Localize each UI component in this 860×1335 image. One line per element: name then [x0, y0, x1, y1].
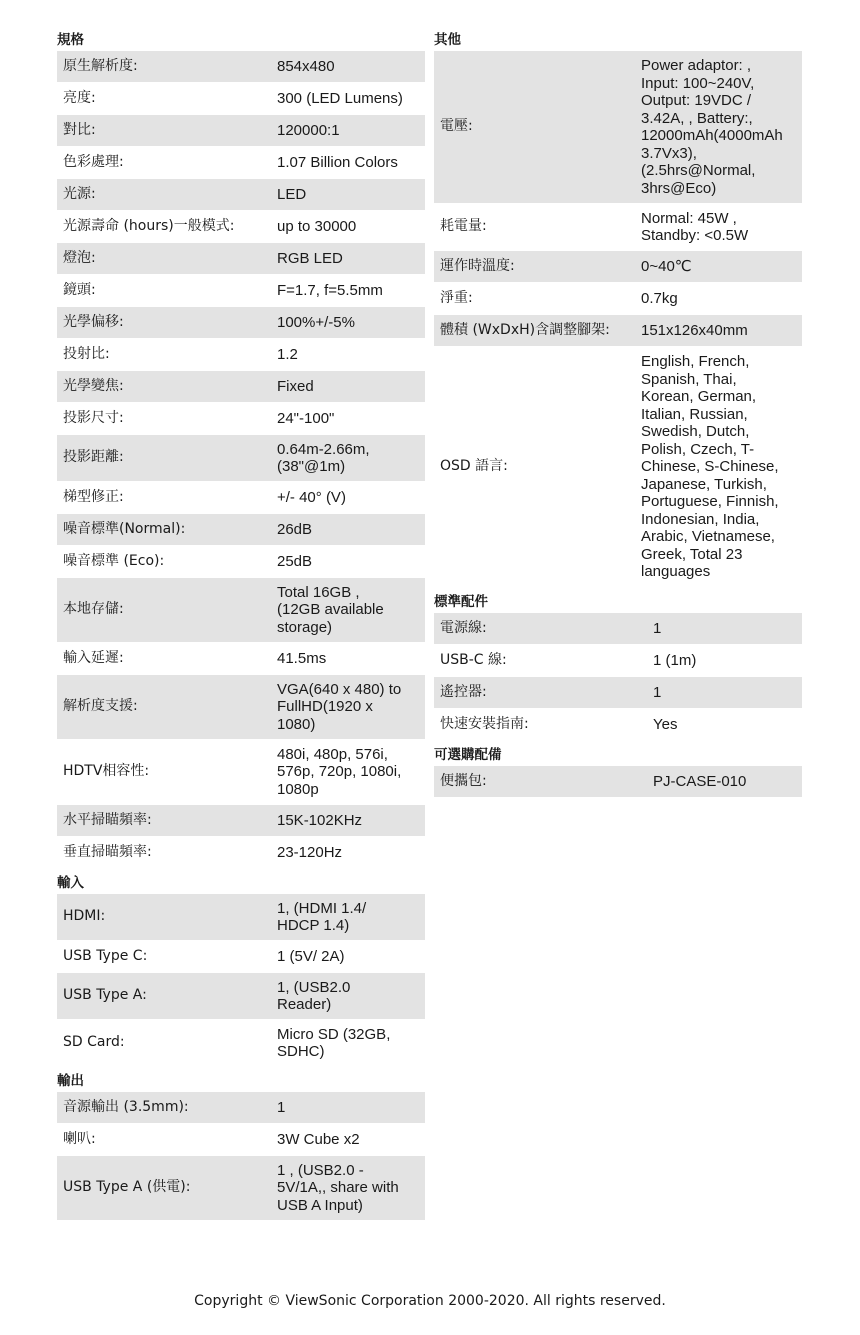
spec-label: 淨重:: [440, 289, 473, 306]
spec-value: 0~40℃: [635, 251, 802, 282]
spec-value: 1: [647, 677, 802, 708]
spec-value: English, French, Spanish, Thai, Korean, German, Italian, Russian, Swedish, Dutch, Polish, Czech, T- Chinese, S-Chinese, Japanese, Turkish, Portuguese, Finnish, Indonesian, India, Arabic, Vietnamese, Greek, Total 23 languages: [641, 353, 779, 581]
spec-table: [57, 50, 425, 869]
spec-label: 投射比:: [63, 345, 110, 362]
spec-label: 本地存儲:: [57, 578, 271, 642]
spec-row: [57, 1124, 425, 1155]
optional-table: [434, 765, 802, 798]
spec-label: OSD 語言:: [440, 458, 508, 475]
spec-value: Total 16GB , (12GB available storage): [271, 578, 425, 642]
spec-value: 1 , (USB2.0 - 5V/1A,, share with USB A Input): [271, 1156, 425, 1220]
spec-label: 色彩處理:: [63, 153, 124, 170]
spec-label: 亮度:: [63, 89, 96, 106]
spec-row: [57, 403, 425, 434]
spec-label: USB-C 線:: [440, 651, 507, 668]
spec-value: 120000:1: [271, 115, 425, 146]
spec-value: 24"-100": [277, 409, 335, 427]
spec-label: 電源線:: [434, 613, 647, 644]
spec-row: [434, 283, 802, 314]
spec-value: 25dB: [277, 552, 313, 570]
spec-row: [57, 514, 425, 545]
spec-label: 遙控器:: [434, 677, 647, 708]
spec-label: 光源:: [57, 179, 271, 210]
section-title-other: 其他: [434, 32, 461, 48]
spec-row: [57, 339, 425, 370]
section-title-optional: 可選購配備: [434, 747, 502, 763]
section-title-accessories: 標準配件: [434, 594, 488, 610]
spec-value: LED: [271, 179, 425, 210]
spec-value: 15K-102KHz: [271, 805, 425, 836]
spec-row: [434, 51, 802, 203]
spec-label: 耗電量:: [440, 218, 487, 235]
spec-label: 光學變焦:: [57, 371, 271, 402]
spec-row: [57, 643, 425, 674]
spec-row: [57, 115, 425, 146]
spec-row: [57, 941, 425, 972]
copyright-footer: Copyright © ViewSonic Corporation 2000-2020. All rights reserved.: [194, 1293, 666, 1309]
spec-row: [57, 675, 425, 739]
spec-label: 喇叭:: [63, 1130, 96, 1147]
spec-value: Fixed: [271, 371, 425, 402]
spec-label: 光源壽命 (hours)一般模式:: [63, 217, 235, 234]
other-table: [434, 50, 802, 588]
spec-row: [57, 578, 425, 642]
spec-value: 151x126x40mm: [635, 315, 802, 346]
spec-value: 1: [271, 1092, 425, 1123]
spec-row: [434, 251, 802, 282]
output-table: [57, 1091, 425, 1221]
spec-label: 對比:: [57, 115, 271, 146]
section-title-spec: 規格: [57, 32, 84, 48]
spec-value: 100%+/-5%: [271, 307, 425, 338]
spec-row: [57, 894, 425, 940]
spec-label: USB Type A (供電):: [57, 1156, 271, 1220]
spec-row: [434, 677, 802, 708]
spec-value: 23-120Hz: [277, 843, 343, 861]
spec-value: 854x480: [271, 51, 425, 82]
spec-value: +/- 40° (V): [277, 488, 346, 506]
spec-row: [57, 243, 425, 274]
spec-value: VGA(640 x 480) to FullHD(1920 x 1080): [271, 675, 425, 739]
spec-value: up to 30000: [277, 217, 357, 235]
spec-label: HDMI:: [57, 894, 271, 940]
spec-row: [57, 275, 425, 306]
spec-label: 鏡頭:: [63, 281, 96, 298]
spec-row: [57, 211, 425, 242]
spec-row: [57, 147, 425, 178]
spec-row: [57, 179, 425, 210]
spec-value: Power adaptor: , Input: 100~240V, Output: 19VDC / 3.42A, , Battery:, 12000mAh(4000mAh 3.7Vx3), (2.5hrs@Normal, 3hrs@Eco): [635, 51, 802, 203]
accessories-table: [434, 612, 802, 741]
spec-label: 快速安裝指南:: [440, 715, 529, 732]
spec-label: SD Card:: [63, 1034, 125, 1051]
spec-label: 光學偏移:: [57, 307, 271, 338]
section-title-output: 輸出: [57, 1073, 84, 1089]
spec-row: [434, 613, 802, 644]
spec-value: PJ-CASE-010: [647, 766, 802, 797]
spec-row: [57, 973, 425, 1019]
spec-value: F=1.7, f=5.5mm: [277, 281, 383, 299]
spec-value: RGB LED: [271, 243, 425, 274]
spec-label: 噪音標準(Normal):: [57, 514, 271, 545]
spec-label: 燈泡:: [57, 243, 271, 274]
spec-value: 0.7kg: [641, 289, 678, 307]
spec-value: 1, (USB2.0 Reader): [271, 973, 425, 1019]
spec-row: [57, 837, 425, 868]
spec-value: 1, (HDMI 1.4/ HDCP 1.4): [271, 894, 425, 940]
left-column: [57, 26, 425, 1221]
spec-label: USB Type A:: [57, 973, 271, 1019]
spec-row: [434, 204, 802, 250]
spec-label: 梯型修正:: [63, 488, 124, 505]
spec-row: [57, 51, 425, 82]
spec-label: 解析度支援:: [57, 675, 271, 739]
spec-label: 噪音標準 (Eco):: [63, 552, 165, 569]
spec-label: 水平掃瞄頻率:: [57, 805, 271, 836]
spec-row: [57, 371, 425, 402]
spec-value: 1 (1m): [653, 651, 697, 669]
spec-row: [57, 307, 425, 338]
spec-label: HDTV相容性:: [63, 763, 150, 780]
spec-value: 480i, 480p, 576i, 576p, 720p, 1080i, 1080p: [277, 745, 402, 798]
spec-row: [57, 805, 425, 836]
spec-label: 音源輸出 (3.5mm):: [57, 1092, 271, 1123]
spec-label: 運作時溫度:: [434, 251, 635, 282]
spec-value: 0.64m-2.66m, (38"@1m): [271, 435, 425, 481]
spec-label: 電壓:: [434, 51, 635, 203]
spec-value: 1.07 Billion Colors: [277, 153, 398, 171]
spec-label: 原生解析度:: [57, 51, 271, 82]
spec-row: [57, 1156, 425, 1220]
right-column: [434, 26, 802, 798]
spec-value: 41.5ms: [277, 649, 327, 667]
spec-row: [434, 645, 802, 676]
spec-value: Micro SD (32GB, SDHC): [277, 1025, 391, 1060]
spec-value: 1.2: [277, 345, 298, 363]
spec-label: USB Type C:: [63, 947, 148, 964]
spec-label: 便攜包:: [434, 766, 647, 797]
spec-value: Normal: 45W , Standby: <0.5W: [641, 209, 749, 244]
spec-label: 投影尺寸:: [63, 409, 124, 426]
spec-row: [434, 766, 802, 797]
spec-value: 26dB: [271, 514, 425, 545]
spec-label: 垂直掃瞄頻率:: [63, 843, 152, 860]
spec-row: [57, 1020, 425, 1066]
spec-value: 300 (LED Lumens): [277, 89, 403, 107]
section-title-input: 輸入: [57, 875, 84, 891]
spec-row: [57, 83, 425, 114]
spec-row: [57, 482, 425, 513]
spec-row: [434, 315, 802, 346]
spec-row: [434, 709, 802, 740]
spec-label: 輸入延遲:: [63, 649, 124, 666]
spec-label: 投影距離:: [57, 435, 271, 481]
spec-value: Yes: [653, 715, 678, 733]
spec-label: 體積 (WxDxH)含調整腳架:: [434, 315, 635, 346]
spec-value: 3W Cube x2: [277, 1130, 360, 1148]
input-table: [57, 893, 425, 1067]
spec-row: [57, 435, 425, 481]
spec-row: [434, 347, 802, 587]
spec-row: [57, 546, 425, 577]
spec-value: 1 (5V/ 2A): [277, 947, 345, 965]
spec-row: [57, 740, 425, 804]
spec-value: 1: [647, 613, 802, 644]
spec-row: [57, 1092, 425, 1123]
